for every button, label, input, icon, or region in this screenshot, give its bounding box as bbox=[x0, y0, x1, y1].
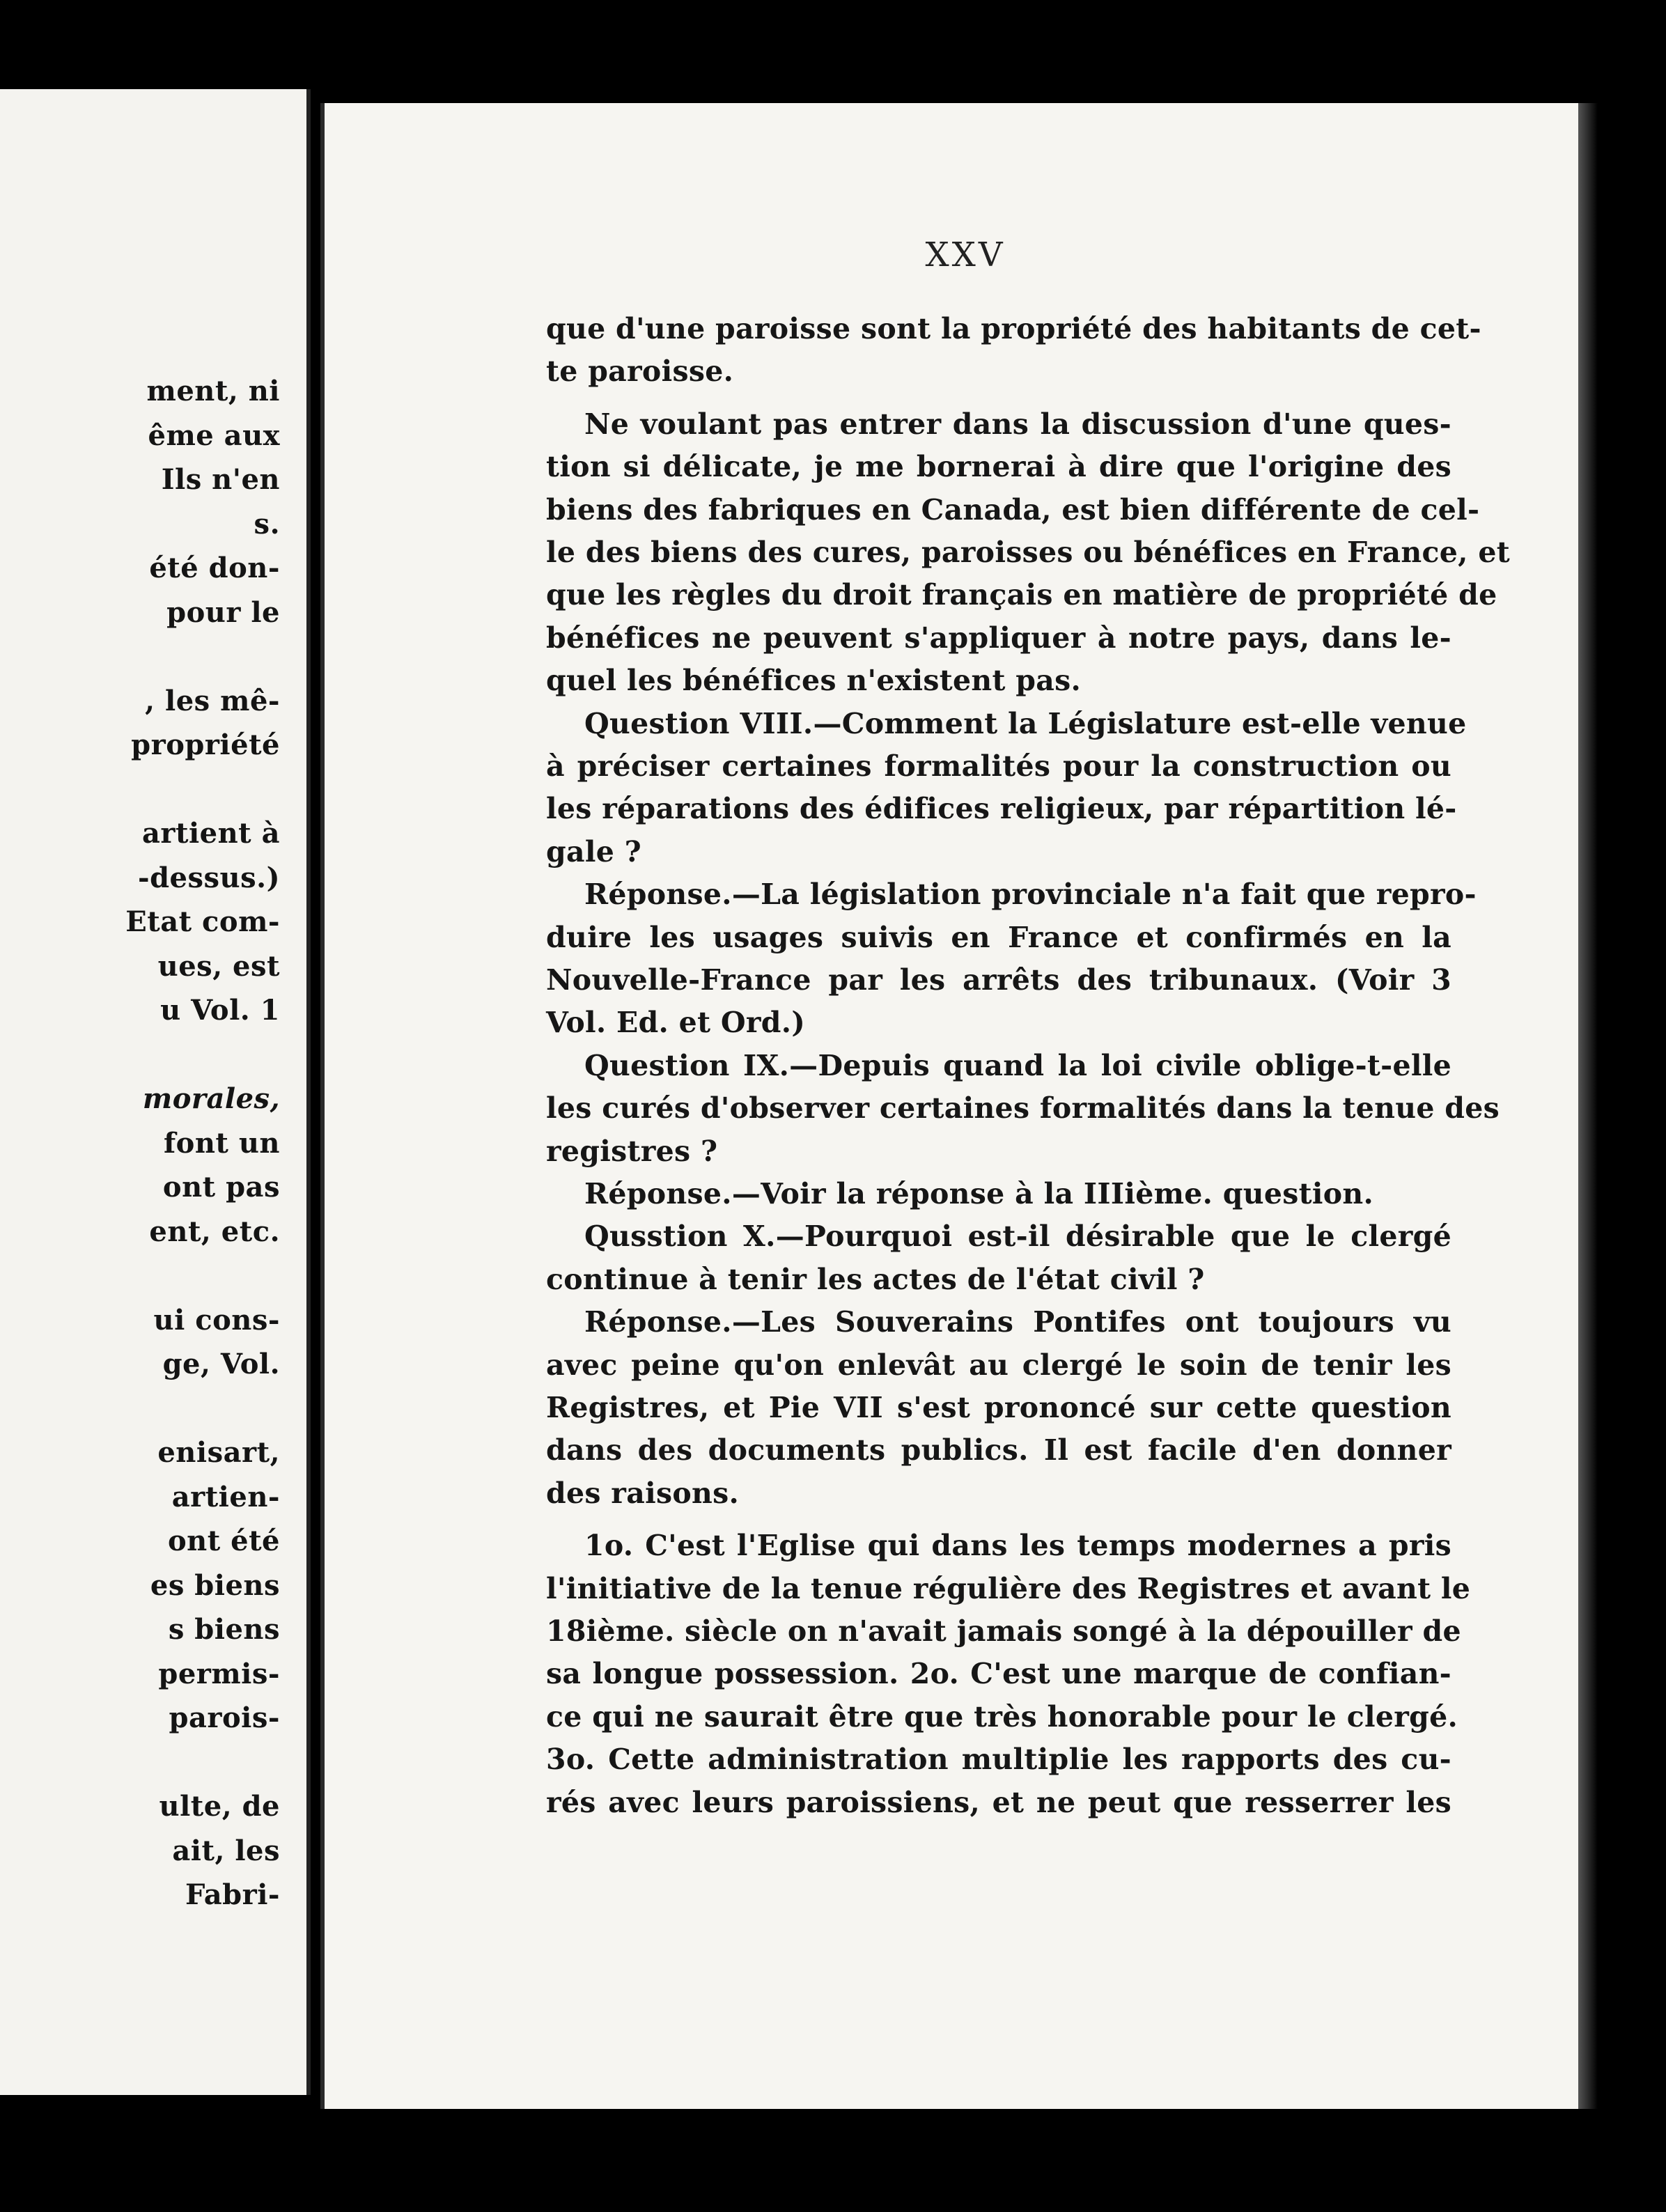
text-line: Réponse.—La législation provinciale n'a fait que repro- bbox=[584, 878, 1477, 912]
left-text-line: pour le bbox=[166, 595, 280, 629]
text-line: Nouvelle-France par les arrêts des tribunaux. (Voir 3 bbox=[546, 963, 1451, 997]
text-line: les curés d'observer certaines formalités dans la tenue des bbox=[546, 1091, 1500, 1126]
text-line: gale ? bbox=[546, 834, 641, 869]
left-text-line: es biens bbox=[150, 1568, 280, 1602]
text-line: dans des documents publics. Il est facile d'en donner bbox=[546, 1433, 1451, 1467]
left-text-line: été don- bbox=[149, 552, 280, 584]
left-text-line: ulte, de bbox=[159, 1790, 280, 1823]
text-line: continue à tenir les actes de l'état civil ? bbox=[546, 1262, 1205, 1296]
scan-edge-shadow bbox=[1578, 103, 1598, 2109]
left-text-line: ge, Vol. bbox=[162, 1348, 280, 1380]
text-line: sa longue possession. 2o. C'est une marque de confian- bbox=[546, 1657, 1451, 1691]
text-line: tion si délicate, je me bornerai à dire que l'origine des bbox=[546, 450, 1451, 484]
left-text-line: ui cons- bbox=[153, 1303, 280, 1337]
text-line: quel les bénéfices n'existent pas. bbox=[546, 664, 1082, 698]
text-line: duire les usages suivis en France et confirmés en la bbox=[546, 920, 1451, 954]
text-line: registres ? bbox=[546, 1134, 718, 1168]
text-line: ce qui ne saurait être que très honorable pour le clergé. bbox=[546, 1699, 1458, 1734]
left-text-line: permis- bbox=[158, 1657, 280, 1690]
left-text-line: propriété bbox=[131, 729, 280, 761]
left-text-line: font un bbox=[163, 1126, 280, 1160]
left-text-line: ont pas bbox=[162, 1171, 280, 1204]
text-line: Réponse.—Voir la réponse à la IIIième. question. bbox=[584, 1177, 1374, 1210]
text-line: que les règles du droit français en matière de propriété de bbox=[546, 578, 1497, 612]
left-text-line: , les mê- bbox=[145, 684, 280, 717]
text-line: Ne voulant pas entrer dans la discussion d'une ques- bbox=[584, 407, 1451, 441]
text-line: bénéfices ne peuvent s'appliquer à notre pays, dans le- bbox=[546, 621, 1451, 655]
left-text-line: enisart, bbox=[157, 1436, 280, 1469]
left-text-line: artient à bbox=[141, 817, 280, 850]
left-text-line: parois- bbox=[169, 1701, 280, 1734]
text-line: avec peine qu'on enlevât au clergé le soin de tenir les bbox=[546, 1348, 1451, 1382]
left-text-line: Fabri- bbox=[185, 1878, 280, 1911]
text-line: Question VIII.—Comment la Législature est-elle venue bbox=[584, 706, 1467, 740]
text-line: Réponse.—Les Souverains Pontifes ont toujours vu bbox=[584, 1305, 1451, 1339]
left-text-line: morales, bbox=[142, 1082, 280, 1115]
text-line: les réparations des édifices religieux, par répartition lé- bbox=[546, 792, 1457, 826]
left-text-line: ues, est bbox=[157, 949, 280, 983]
text-line: à préciser certaines formalités pour la construction ou bbox=[546, 749, 1451, 783]
text-line: biens des fabriques en Canada, est bien différente de cel- bbox=[546, 492, 1480, 527]
left-text-line: Etat com- bbox=[125, 905, 280, 938]
text-line: te paroisse. bbox=[546, 355, 734, 389]
left-text-line: u Vol. 1 bbox=[160, 994, 280, 1027]
text-line: l'initiative de la tenue régulière des Registres et avant le bbox=[546, 1571, 1471, 1605]
left-text-line: ont été bbox=[167, 1525, 280, 1557]
text-line: le des biens des cures, paroisses ou bénéfices en France, et bbox=[546, 536, 1510, 569]
left-text-line: s. bbox=[254, 507, 280, 540]
left-text-line: ême aux bbox=[148, 419, 280, 452]
left-text-line: ment, ni bbox=[146, 375, 280, 407]
text-line: rés avec leurs paroissiens, et ne peut que resserrer les bbox=[546, 1785, 1451, 1819]
left-facing-page bbox=[0, 89, 311, 2095]
text-line: Qusstion X.—Pourquoi est-il désirable que le clergé bbox=[584, 1220, 1451, 1254]
text-line: des raisons. bbox=[546, 1476, 740, 1510]
text-line: 18ième. siècle on n'avait jamais songé à la dépouiller de bbox=[546, 1614, 1461, 1648]
text-line: Vol. Ed. et Ord.) bbox=[546, 1006, 806, 1040]
text-line: Registres, et Pie VII s'est prononcé sur cette question bbox=[546, 1391, 1451, 1424]
left-text-line: artien- bbox=[171, 1480, 280, 1513]
page-number: XXV bbox=[925, 235, 1006, 274]
text-line: 1o. C'est l'Eglise qui dans les temps modernes a pris bbox=[584, 1529, 1451, 1563]
left-text-line: ait, les bbox=[172, 1834, 280, 1867]
left-text-line: s biens bbox=[168, 1613, 280, 1646]
text-line: Question IX.—Depuis quand la loi civile oblige-t-elle bbox=[584, 1048, 1451, 1082]
text-line: que d'une paroisse sont la propriété des habitants de cet- bbox=[546, 312, 1481, 345]
left-text-line: -dessus.) bbox=[137, 861, 280, 894]
left-text-line: Ils n'en bbox=[161, 463, 280, 496]
text-line: 3o. Cette administration multiplie les rapports des cu- bbox=[546, 1743, 1451, 1777]
right-page bbox=[320, 103, 1578, 2109]
left-text-line: ent, etc. bbox=[149, 1215, 280, 1248]
